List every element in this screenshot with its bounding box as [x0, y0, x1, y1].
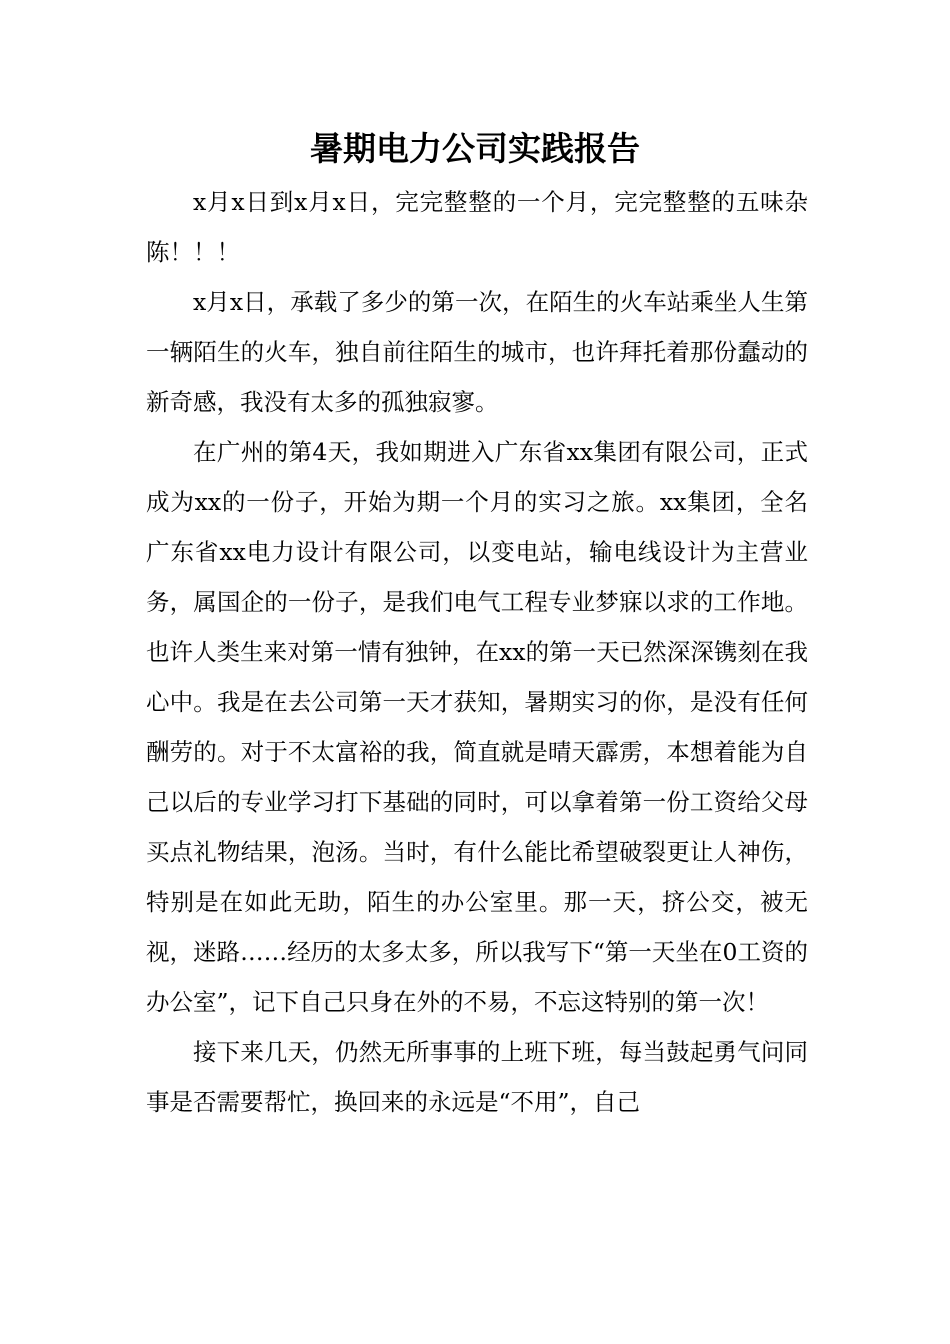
- document-title: 暑期电力公司实践报告: [310, 129, 640, 168]
- paragraph-2: x月x日，承载了多少的第一次，在陌生的火车站乘坐人生第一辆陌生的火车，独自前往陌生的城市，也许拜托着那份蠢动的新奇感，我没有太多的孤独寂寥。: [146, 288, 808, 416]
- paragraph-1: x月x日到x月x日，完完整整的一个月，完完整整的五味杂陈！！！: [146, 188, 808, 266]
- document-body: [146, 177, 808, 1127]
- paragraph-3: 在广州的第4天，我如期进入广东省xx集团有限公司，正式成为xx的一份子，开始为期一个月的实习之旅。xx集团，全名广东省xx电力设计有限公司，以变电站，输电线设计为主营业务，属国企的一份子，是我们电气工程专业梦寐以求的工作地。也许人类生来对第一情有独钟，在xx的第一天已然深深镌刻在我心中。我是在去公司第一天才获知，暑期实习的你，是没有任何酬劳的。对于不太富裕的我，简直就是晴天霹雳，本想着能为自己以后的专业学习打下基础的同时，可以拿着第一份工资给父母买点礼物结果，泡汤。当时，有什么能比希望破裂更让人神伤，特别是在如此无助，陌生的办公室里。那一天，挤公交，被无视，迷路……经历的太多太多，所以我写下“第一天坐在0工资的办公室”，记下自己只身在外的不易，不忘这特别的第一次！: [146, 438, 808, 1016]
- paragraph-4: 接下来几天，仍然无所事事的上班下班，每当鼓起勇气问同事是否需要帮忙，换回来的永远是“不用”，自己: [146, 1038, 808, 1116]
